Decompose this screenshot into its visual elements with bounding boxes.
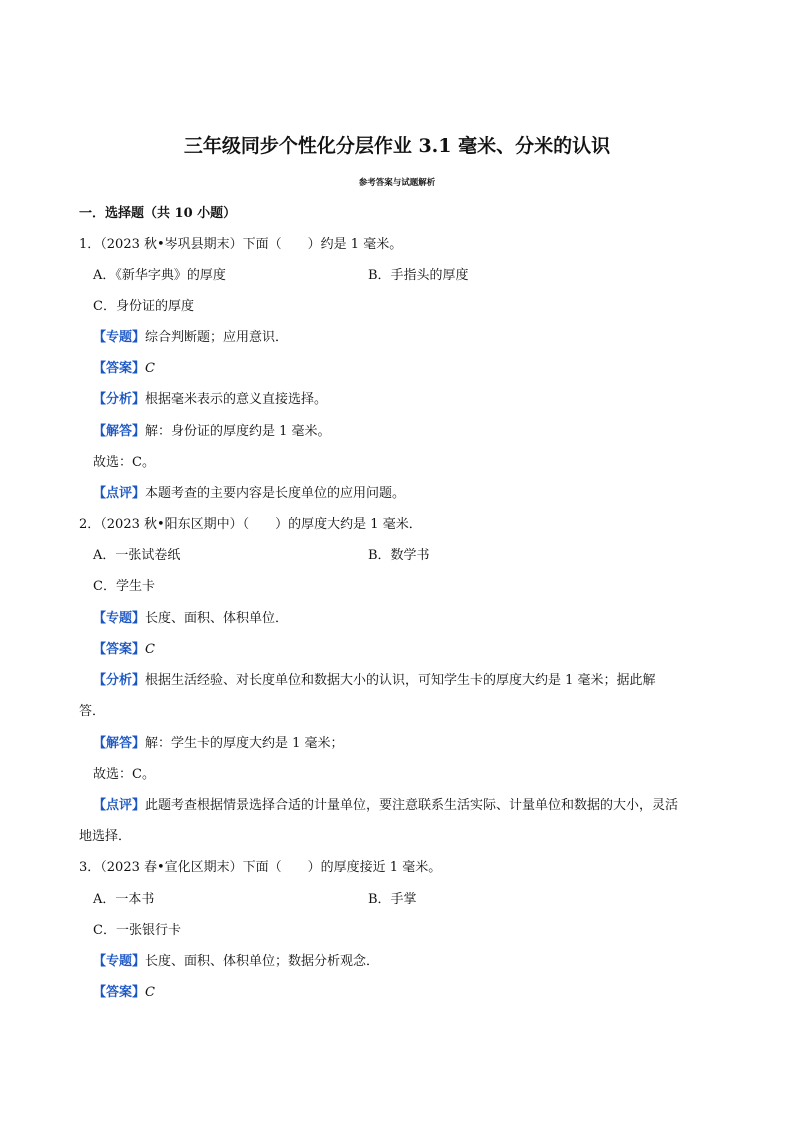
- question-2-answer-value: C: [145, 642, 155, 657]
- question-2-solution: [93, 733, 344, 755]
- answer-tag: 【答案】: [93, 642, 146, 657]
- question-2-review-continued: 地选择．: [79, 829, 132, 844]
- question-2-choice: 故选：C。: [93, 767, 155, 782]
- solution-tag: 【解答】: [93, 424, 146, 439]
- question-1-solution: [93, 421, 331, 443]
- question-2-option-c: C．学生卡: [93, 579, 155, 594]
- question-2-option-b: B．数学书: [368, 548, 430, 563]
- answer-tag: 【答案】: [93, 361, 146, 376]
- topic-tag: 【专题】: [93, 954, 146, 969]
- answer-tag: 【答案】: [93, 985, 146, 1000]
- question-1-topic-text: 综合判断题；应用意识．: [145, 330, 289, 345]
- analysis-tag: 【分析】: [93, 392, 146, 407]
- question-1-option-b: B．手指头的厚度: [368, 268, 469, 283]
- question-1-topic: [93, 327, 288, 349]
- question-2-topic-text: 长度、面积、体积单位．: [145, 611, 289, 626]
- question-3-answer-value: C: [145, 985, 155, 1000]
- question-2-analysis-continued: 答．: [79, 704, 106, 719]
- analysis-tag: 【分析】: [93, 673, 146, 688]
- question-2-analysis-text: 根据生活经验、对长度单位和数据大小的认识，可知学生卡的厚度大约是 1 毫米；据此解: [145, 673, 656, 688]
- topic-tag: 【专题】: [93, 611, 146, 626]
- document-title: 三年级同步个性化分层作业 3.1 毫米、分米的认识: [183, 135, 611, 157]
- question-2-review: [93, 795, 678, 817]
- review-tag: 【点评】: [93, 798, 146, 813]
- review-tag: 【点评】: [93, 486, 146, 501]
- topic-tag: 【专题】: [93, 330, 146, 345]
- question-1-solution-text: 解：身份证的厚度约是 1 毫米。: [145, 424, 331, 439]
- question-1-review: [93, 483, 405, 505]
- question-2-review-text: 此题考查根据情景选择合适的计量单位，要注意联系生活实际、计量单位和数据的大小，灵活: [145, 798, 679, 813]
- question-1-choice: 故选：C。: [93, 455, 155, 470]
- question-2-answer: [93, 639, 155, 661]
- question-1-stem: 1．（2023 秋•岑巩县期末）下面（ ）约是 1 毫米。: [79, 237, 403, 252]
- question-3-topic-text: 长度、面积、体积单位；数据分析观念．: [145, 954, 380, 969]
- question-2-stem: 2．（2023 秋•阳东区期中）（ ）的厚度大约是 1 毫米．: [79, 517, 422, 532]
- question-3-topic: [93, 951, 379, 973]
- question-3-option-c: C．一张银行卡: [93, 923, 181, 938]
- question-3-option-b: B．手掌: [368, 892, 417, 907]
- question-2-analysis: [93, 670, 656, 692]
- question-1-analysis-text: 根据毫米表示的意义直接选择。: [145, 392, 328, 407]
- question-1-answer-value: C: [145, 361, 155, 376]
- question-2-solution-text: 解：学生卡的厚度大约是 1 毫米；: [145, 736, 344, 751]
- section-heading: 一．选择题（共 10 小题）: [79, 206, 237, 221]
- question-2-option-a: A．一张试卷纸: [93, 548, 181, 563]
- question-1-option-a: A．《新华字典》的厚度: [93, 268, 226, 283]
- solution-tag: 【解答】: [93, 736, 146, 751]
- question-3-option-a: A．一本书: [93, 892, 155, 907]
- question-2-topic: [93, 608, 288, 630]
- question-3-stem: 3．（2023 春•宣化区期末）下面（ ）的厚度接近 1 毫米。: [79, 860, 442, 875]
- question-3-answer: [93, 982, 155, 1004]
- document-subtitle: 参考答案与试题解析: [358, 178, 436, 188]
- question-1-review-text: 本题考查的主要内容是长度单位的应用问题。: [145, 486, 406, 501]
- question-1-analysis: [93, 389, 327, 411]
- question-1-option-c: C．身份证的厚度: [93, 299, 194, 314]
- question-1-answer: [93, 358, 155, 380]
